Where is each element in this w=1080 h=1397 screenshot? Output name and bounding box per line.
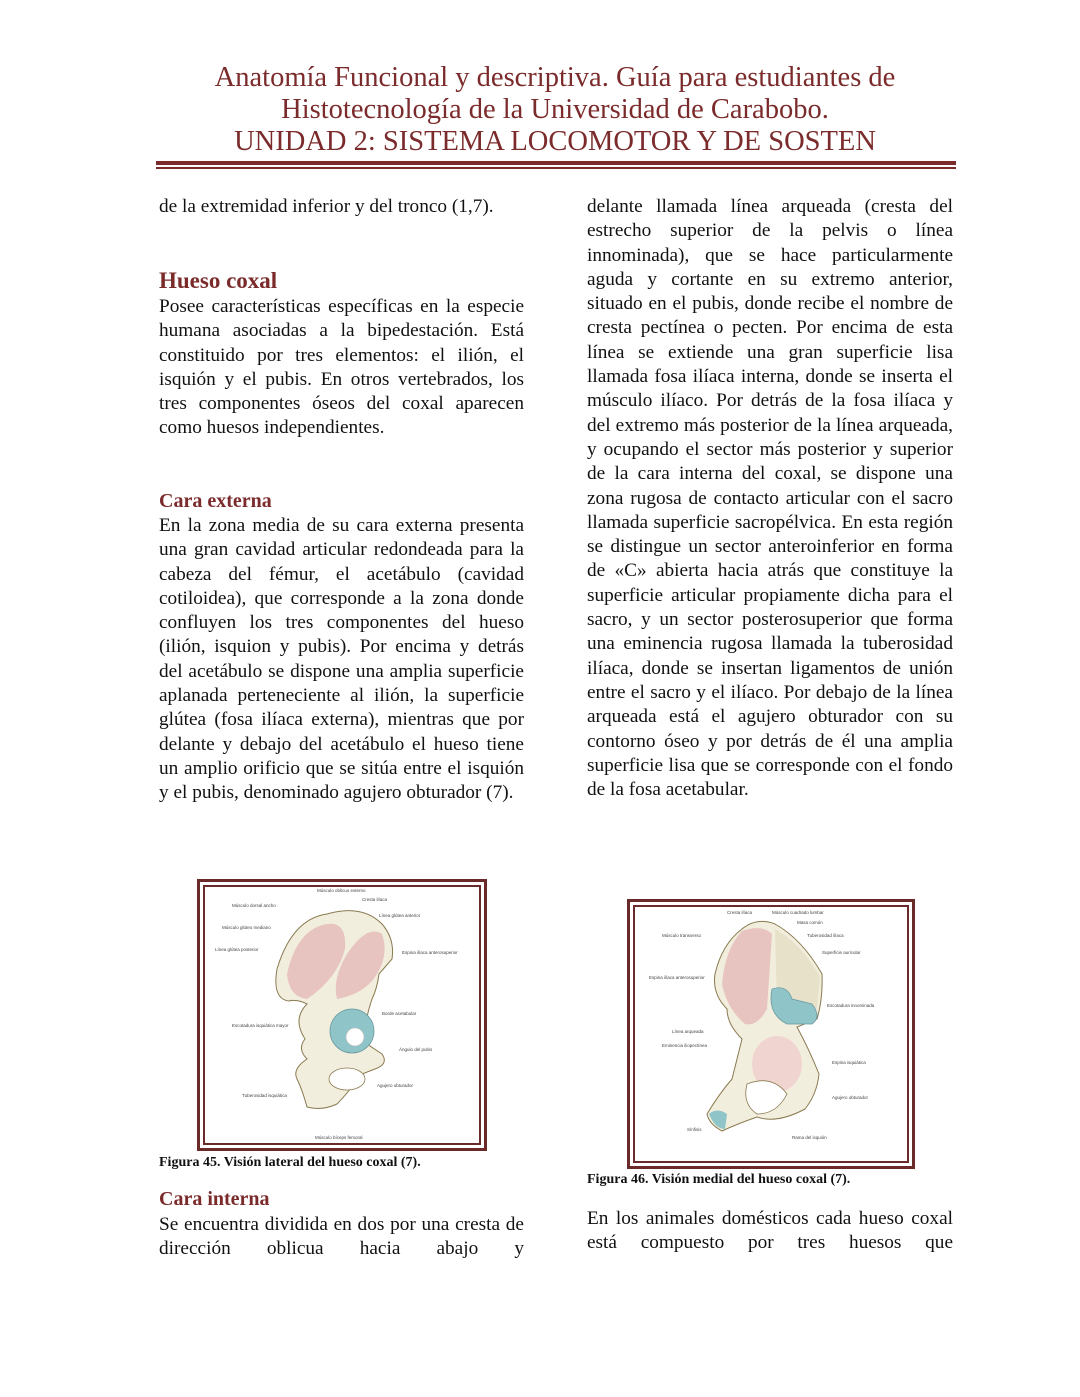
figure-45-label: Músculo oblicuo externo <box>317 888 366 893</box>
figure-45-label: Músculo glúteo mediano <box>222 925 271 930</box>
figure-45-label: Borde acetabular <box>382 1011 417 1016</box>
figure-45-label: Agujero obturador <box>377 1083 414 1088</box>
cara-interna-paragraph <box>159 1213 524 1262</box>
figure-45-label: Línea glútea posterior <box>215 947 259 952</box>
section-title-hueso-coxal: Hueso coxal <box>159 268 278 293</box>
figure-46-label: Cresta ilíaca <box>727 910 753 915</box>
figure-46-label: Masa común <box>797 920 823 925</box>
closing-paragraph <box>587 1207 953 1256</box>
page-header <box>150 62 960 158</box>
figure-46-label: Espina ilíaca anterosuperior <box>649 975 705 980</box>
right-column-paragraph <box>587 195 953 802</box>
figure-46-label: Línea arqueada <box>672 1029 704 1034</box>
cara-interna-text: Se encuentra dividida en dos por una cresta de dirección oblicua hacia abajo y <box>159 1214 524 1260</box>
figure-46-label: Músculo transverso <box>662 933 702 938</box>
figure-45-label: Espina ilíaca anterosuperior <box>402 950 458 955</box>
figure-46-label: Superficie auricular <box>822 950 861 955</box>
hueso-coxal-paragraph <box>159 295 524 441</box>
figure-46-label: Agujero obturador <box>832 1095 869 1100</box>
hueso-coxal-text: Posee características específicas en la especie humana asociadas a la bipedestación. Está constituido por tres elementos: el ilión, el isquión y el pubis. En otros vertebrados, los tres componentes óseos del coxal aparecen como huesos independientes. <box>159 296 524 439</box>
figure-45-label: Ángulo del pubis <box>399 1047 433 1052</box>
figure-46-label: Rama del isquión <box>792 1135 827 1140</box>
header-line-2: Histotecnología de la Universidad de Carabobo. <box>281 94 829 125</box>
figure-46-medial-hip-bone <box>627 899 915 1169</box>
cara-externa-paragraph <box>159 514 524 806</box>
figure-45-label: Tuberosidad isquiática <box>242 1093 287 1098</box>
header-rule-thick <box>156 161 956 165</box>
figure-45-label: Músculo dorsal ancho <box>232 903 276 908</box>
figure-45-caption: Figura 45. Visión lateral del hueso coxal (7). <box>159 1155 421 1170</box>
figure-45-lateral-hip-bone <box>197 879 487 1151</box>
figure-46-caption: Figura 46. Visión medial del hueso coxal (7). <box>587 1172 851 1187</box>
figure-46-label: Escotadura innominada <box>827 1003 875 1008</box>
figure-45-label: Músculo bíceps femoral <box>315 1135 363 1140</box>
figure-45-label: Cresta ilíaca <box>362 897 388 902</box>
header-line-1: Anatomía Funcional y descriptiva. Guía para estudiantes de <box>214 62 896 93</box>
figure-46-label: Tuberosidad ilíaca <box>807 933 844 938</box>
figure-46-label: Espina isquiática <box>832 1060 866 1065</box>
header-rule-thin <box>156 167 956 169</box>
right-column-text: delante llamada línea arqueada (cresta del estrecho superior de la pelvis o línea innominada), que se hace particularmente aguda y cortante en su extremo anterior, situado en el pubis, donde recibe el nombre de cresta pectínea o pecten. Por encima de esta línea se extiende una gran superficie lisa llamada fosa ilíaca interna, donde se inserta el músculo ilíaco. Por detrás de la fosa ilíaca y del extremo más posterior de la línea arqueada, y ocupando el sector más posterior y superior de la cara interna del coxal, se dispone una zona rugosa de contacto articular con el sacro llamada superficie sacropélvica. En esta región se distingue un sector anteroinferior en forma de «C» abierta hacia atrás que constituye la superficie articular propiamente dicha para el sacro, y un sector posterosuperior que forma una eminencia rugosa llamada la tuberosidad ilíaca, donde se insertan ligamentos de unión entre el sacro y el ilíaco. Por debajo de la línea arqueada está el agujero obturador con su contorno óseo y por detrás de él una amplia superficie lisa que se corresponde con el fondo de la fosa acetabular. <box>587 196 953 801</box>
header-line-3: UNIDAD 2: SISTEMA LOCOMOTOR Y DE SOSTEN <box>234 126 876 157</box>
figure-45-label: Línea glútea anterior <box>379 913 421 918</box>
figure-46-label: Sínfisis <box>687 1127 702 1132</box>
section-title-cara-externa: Cara externa <box>159 490 272 512</box>
figure-46-label: Músculo cuadrado lumbar <box>772 910 824 915</box>
intro-paragraph <box>159 195 524 219</box>
intro-text: de la extremidad inferior y del tronco (1,7). <box>159 196 494 217</box>
cara-externa-text: En la zona media de su cara externa presenta una gran cavidad articular redondeada para la cabeza del fémur, el acetábulo (cavidad cotiloidea), que corresponde a la zona donde confluyen los tres componentes del hueso (ilión, isquion y pubis). Por encima y detrás del acetábulo se dispone una amplia superficie aplanada perteneciente al ilión, la superficie glútea (fosa ilíaca externa), mientras que por delante y debajo del acetábulo el hueso tiene un amplio orificio que se sitúa entre el isquión y el pubis, denominado agujero obturador (7). <box>159 515 524 804</box>
figure-46-label: Eminencia iliopectínea <box>662 1043 708 1048</box>
closing-text: En los animales domésticos cada hueso coxal está compuesto por tres huesos que <box>587 1208 953 1254</box>
section-title-cara-interna: Cara interna <box>159 1188 270 1210</box>
figure-45-label: Escotadura isquiática mayor <box>232 1023 289 1028</box>
